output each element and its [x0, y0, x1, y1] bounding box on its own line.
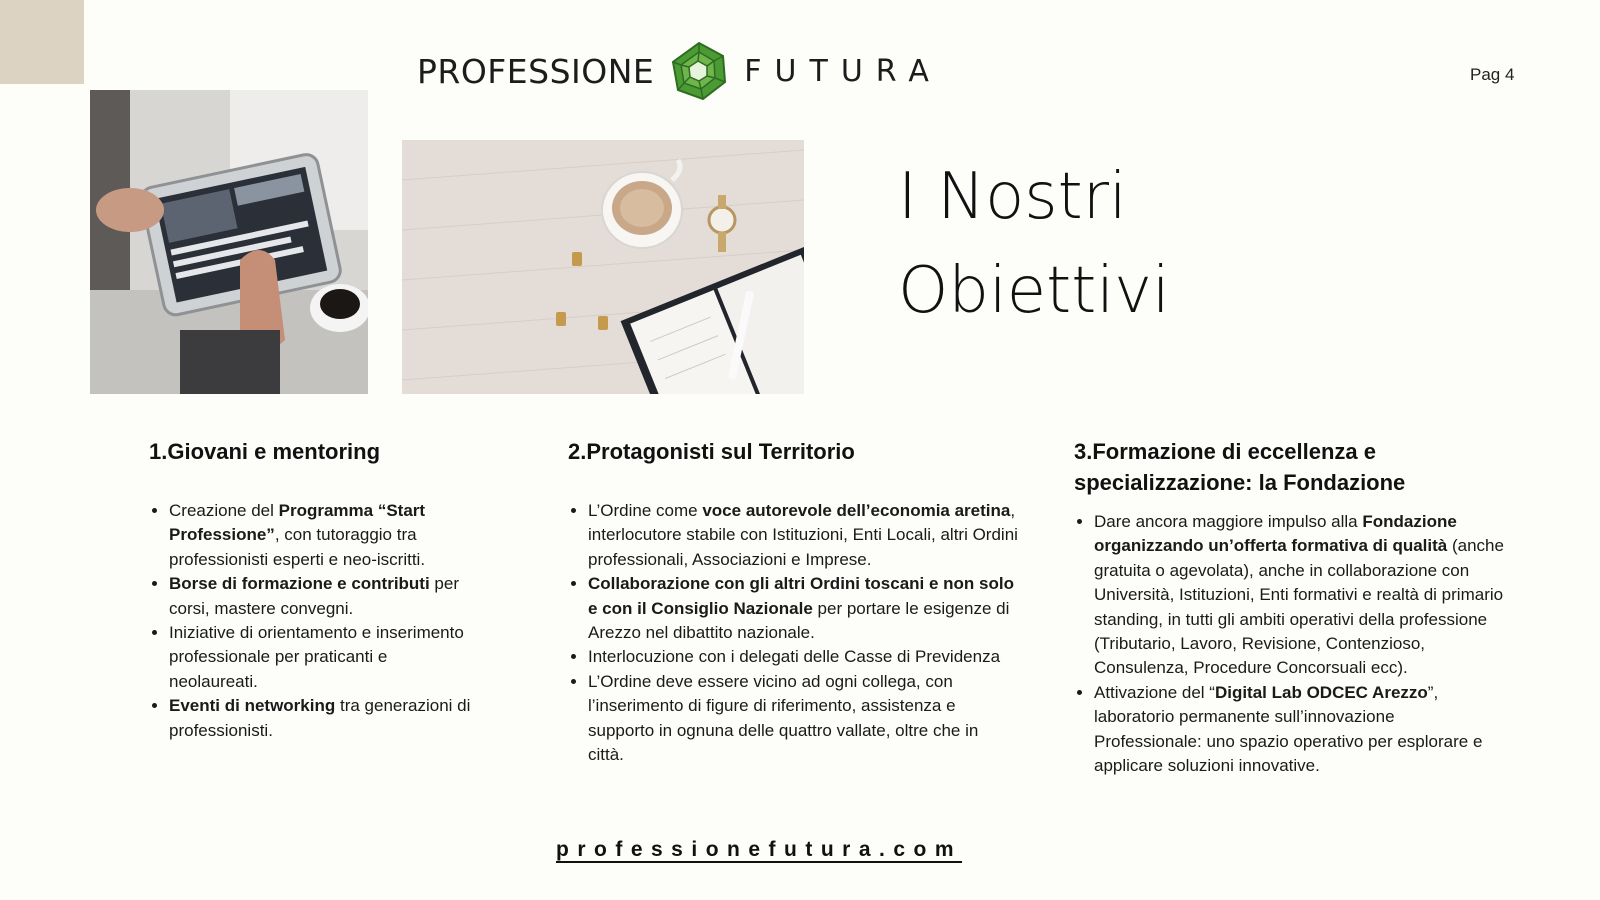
objective-item-text: ”, laboratorio permanente sull’innovazione Professionale: uno spazio operativo per esplorare e applicare soluzioni innovative. [1094, 682, 1483, 776]
objective-item-text: per corsi, mastere convegni. [169, 574, 459, 618]
desk-photo [402, 140, 804, 394]
objective-item [588, 670, 1018, 768]
objective-item-emphasis: Eventi di networking [169, 696, 336, 716]
objective-item-emphasis: Fondazione organizzando un’offerta formativa di qualità [1094, 512, 1457, 556]
objective-item [169, 499, 479, 572]
corner-decoration [0, 0, 84, 84]
objective-item-text: L’Ordine come [588, 501, 703, 520]
objective-item-text: (anche gratuita o agevolata), anche in collaborazione con Università, Istituzioni, Enti formativi e realtà di primario standing, in tutti gli ambiti operativi della professione (Tributario, Lavoro, Revisione, Contenzioso, Consulenza, Procedure Concorsuali ecc). [1094, 536, 1504, 678]
objective-item-text: Interlocuzione con i delegati delle Casse di Previdenza [588, 647, 1001, 667]
objective-item-text: , con tutoraggio tra professionisti esperti e neo-iscritti. [169, 525, 426, 569]
objective-list [1074, 510, 1504, 778]
objective-item [1094, 510, 1504, 681]
page-title-line2: Obiettivi [898, 254, 1170, 328]
objective-item-emphasis: Programma “Start Professione” [169, 501, 426, 545]
objective-item-text: , interlocutore stabile con Istituzioni, Enti Locali, altri Ordini professionali, Associazioni e Imprese. [588, 501, 1018, 569]
desk-photo-illustration [402, 140, 804, 394]
tablet-photo [90, 90, 368, 394]
objective-item [588, 499, 1018, 572]
objective-column-1 [149, 436, 479, 743]
brand-name-left: PROFESSIONE [417, 51, 655, 91]
objective-item-text: Attivazione del “ [1094, 682, 1215, 702]
objective-heading: 3.Formazione di eccellenza e specializzazione: la Fondazione [1074, 439, 1406, 495]
page-number: Pag 4 [1470, 65, 1515, 84]
objective-item-text: Dare ancora maggiore impulso alla [1094, 512, 1363, 531]
objective-item-emphasis: voce autorevole dell’economia aretina [702, 501, 1011, 520]
objective-item-emphasis: Digital Lab ODCEC Arezzo [1214, 682, 1428, 702]
objective-list [149, 499, 479, 743]
objective-item [1094, 681, 1504, 779]
logo-icon [668, 40, 730, 102]
objective-item-emphasis: Borse di formazione e contributi [169, 574, 430, 594]
objective-item [588, 645, 1018, 669]
objective-column-3 [1074, 436, 1504, 778]
objective-column-2 [568, 436, 1018, 767]
objective-list [568, 499, 1018, 767]
objective-item-text: tra generazioni di professionisti. [169, 696, 471, 740]
page-title-line1: I Nostri [898, 160, 1127, 234]
objective-item-emphasis: Collaborazione con gli altri Ordini toscani e non solo e con il Consiglio Nazionale [588, 574, 1014, 618]
objective-item-text: Iniziative di orientamento e inserimento professionale per praticanti e neolaureati. [169, 623, 464, 691]
objective-heading: 1.Giovani e mentoring [149, 439, 381, 464]
objective-item-text: per portare le esigenze di Arezzo nel dibattito nazionale. [588, 598, 1010, 643]
objective-item-text: Creazione del [169, 501, 279, 520]
brand-name-right: FUTURA [744, 53, 942, 89]
objective-item [169, 572, 479, 621]
objective-item [169, 694, 479, 743]
objective-item [169, 621, 479, 694]
objective-item [588, 572, 1018, 645]
header [417, 36, 942, 106]
objective-heading: 2.Protagonisti sul Territorio [568, 439, 855, 464]
objective-item-text: L’Ordine deve essere vicino ad ogni collega, con l’inserimento di figure di riferimento, assistenza e supporto in ognuna delle quattro vallate, oltre che in città. [588, 671, 979, 765]
tablet-photo-illustration [90, 90, 368, 394]
website-link[interactable]: professionefutura.com [556, 838, 963, 861]
page-title [898, 150, 1170, 338]
